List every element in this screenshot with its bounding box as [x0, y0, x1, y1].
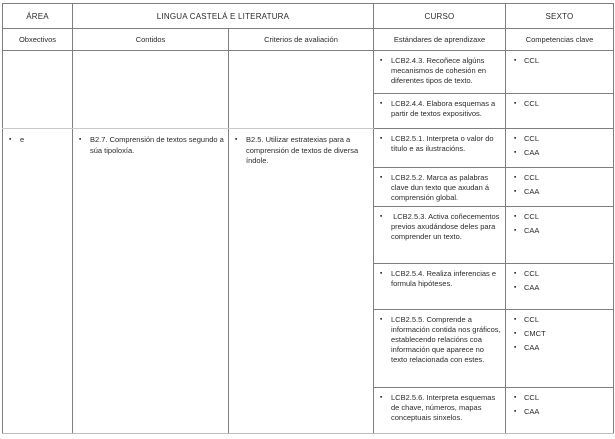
competencia-label: CCL	[524, 393, 540, 402]
standard-row	[3, 51, 614, 94]
competencia-label: CAA	[524, 407, 540, 416]
competencia-label: CAA	[524, 187, 540, 196]
contidos-cell	[73, 129, 229, 434]
header-curso: CURSO	[374, 4, 506, 29]
competencia-label: CMCT	[524, 329, 546, 338]
colhead-competencias: Competencias clave	[506, 29, 614, 51]
header-sexto: SEXTO	[506, 4, 614, 29]
bullet-icon: ▪	[514, 174, 517, 181]
estandar-text: LCB2.5.6. Interpreta esquemas de chave, números, mapas conceptuais sinxelos.	[391, 393, 498, 422]
bullet-icon: ▪	[514, 316, 517, 323]
obxectivo-text: e	[20, 135, 25, 144]
bullet-icon: ▪	[380, 135, 383, 142]
estandar-cell	[374, 388, 506, 434]
estandar-text: LCB2.4.3. Recoñece algúns mecanismos de cohesión en diferentes tipos de texto.	[391, 56, 489, 85]
competencia-label: CCL	[524, 315, 540, 324]
bullet-icon: ▪	[514, 284, 517, 291]
competencias-cell	[506, 207, 614, 264]
bullet-icon: ▪	[380, 270, 383, 277]
estandar-cell	[374, 207, 506, 264]
competencia-label: CAA	[524, 226, 540, 235]
bullet-icon: ▪	[235, 136, 238, 143]
contido-text: B2.7. Comprensión de textos segundo a súa tipoloxía.	[90, 135, 226, 155]
competencia-label: CCL	[524, 269, 540, 278]
competencias-cell	[506, 168, 614, 207]
obxectivos-cell	[3, 129, 73, 434]
bullet-icon: ▪	[514, 149, 517, 156]
estandar-cell	[374, 310, 506, 388]
criterios-cell	[229, 51, 374, 129]
estandar-cell	[374, 94, 506, 129]
bullet-icon: ▪	[514, 213, 517, 220]
standard-row	[3, 129, 614, 168]
header-area: ÁREA	[3, 4, 73, 29]
competencia-label: CAA	[524, 343, 540, 352]
bullet-icon: ▪	[380, 316, 383, 323]
estandar-text: LCB2.5.2. Marca as palabras clave dun texto que axudan á comprensión global.	[391, 173, 492, 202]
competencia-label: CCL	[524, 56, 540, 65]
colhead-criterios: Criterios de avaliación	[229, 29, 374, 51]
bullet-icon: ▪	[380, 174, 383, 181]
competencia-label: CCL	[524, 173, 540, 182]
bullet-icon: ▪	[514, 57, 517, 64]
header-subject: LINGUA CASTELÁ E LITERATURA	[73, 4, 374, 29]
bullet-icon: ▪	[514, 227, 517, 234]
estandar-text: LCB2.4.4. Elabora esquemas a partir de textos expositivos.	[391, 99, 498, 118]
competencias-cell	[506, 129, 614, 168]
bullet-icon: ▪	[514, 135, 517, 142]
bullet-icon: ▪	[9, 136, 12, 143]
bullet-icon: ▪	[79, 136, 82, 143]
estandar-cell	[374, 129, 506, 168]
estandar-cell	[374, 264, 506, 310]
bullet-icon: ▪	[514, 100, 517, 107]
estandar-text: LCB2.5.1. Interpreta o valor do título e as ilustracións.	[391, 134, 496, 153]
bullet-icon: ▪	[514, 188, 517, 195]
obxectivos-cell	[3, 51, 73, 129]
contidos-cell	[73, 51, 229, 129]
criterio-text: B2.5. Utilizar estratexias para a comprensión de textos de diversa índole.	[246, 135, 361, 165]
bullet-icon: ▪	[514, 270, 517, 277]
competencias-cell	[506, 388, 614, 434]
estandar-text: LCB2.5.4. Realiza inferencias e formula hipóteses.	[391, 269, 499, 288]
competencia-label: CCL	[524, 99, 540, 108]
bullet-icon: ▪	[380, 100, 383, 107]
table-header-row-2	[3, 29, 614, 51]
estandar-cell	[374, 51, 506, 94]
bullet-icon: ▪	[380, 394, 383, 401]
criterios-cell	[229, 129, 374, 434]
estandar-text: LCB2.5.3. Activa coñecementos previos axudándose deles para comprender un texto.	[391, 212, 502, 241]
colhead-estandares: Estándares de aprendizaxe	[374, 29, 506, 51]
table-header-row-1	[3, 4, 614, 29]
bullet-icon: ▪	[514, 408, 517, 415]
competencias-cell	[506, 94, 614, 129]
colhead-obxectivos: Obxectivos	[3, 29, 73, 51]
bullet-icon: ▪	[514, 394, 517, 401]
competencia-label: CCL	[524, 134, 540, 143]
bullet-icon: ▪	[514, 330, 517, 337]
competencia-label: CCL	[524, 212, 540, 221]
curriculum-table	[2, 3, 614, 434]
bullet-icon: ▪	[380, 57, 383, 64]
estandar-cell	[374, 168, 506, 207]
competencia-label: CAA	[524, 148, 540, 157]
competencia-label: CAA	[524, 283, 540, 292]
estandar-text: LCB2.5.5. Comprende a información contida nos gráficos, establecendo relacións coa información que aparece no texto relacionada con estes.	[391, 315, 503, 364]
competencias-cell	[506, 310, 614, 388]
bullet-icon: ▪	[514, 344, 517, 351]
competencias-cell	[506, 264, 614, 310]
bullet-icon: ▪	[380, 213, 383, 220]
competencias-cell	[506, 51, 614, 94]
colhead-contidos: Contidos	[73, 29, 229, 51]
